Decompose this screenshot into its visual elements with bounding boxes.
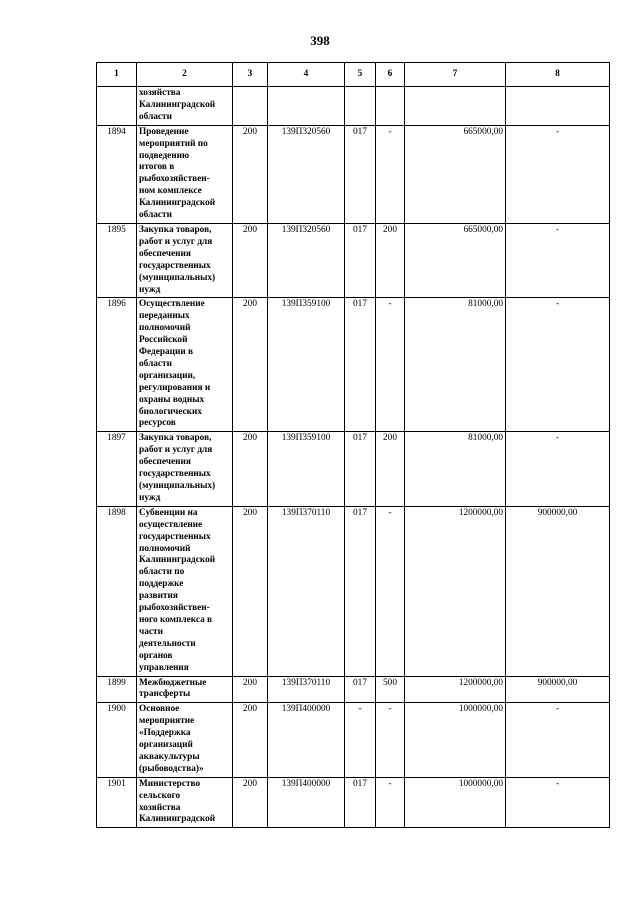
header-cell: 3 — [233, 63, 268, 87]
row-number-cell: 1900 — [97, 703, 137, 777]
row-number-cell: 1897 — [97, 432, 137, 506]
column-5-cell: - — [345, 703, 376, 777]
column-6-cell: 500 — [376, 676, 405, 703]
amount-2-cell: - — [506, 432, 610, 506]
amount-2-cell: - — [506, 223, 610, 297]
amount-cell — [405, 87, 506, 126]
column-3-cell: 200 — [233, 298, 268, 432]
table-row — [97, 676, 610, 703]
header-row — [97, 63, 610, 87]
column-5-cell: 017 — [345, 432, 376, 506]
column-5-cell — [345, 87, 376, 126]
column-3-cell: 200 — [233, 703, 268, 777]
column-6-cell: - — [376, 298, 405, 432]
page-number: 398 — [310, 33, 330, 48]
target-article-cell: 139П370110 — [268, 506, 345, 676]
table-row — [97, 506, 610, 676]
column-6-cell: 200 — [376, 432, 405, 506]
header-cell: 2 — [137, 63, 233, 87]
header-cell: 5 — [345, 63, 376, 87]
table-row — [97, 298, 610, 432]
table-row — [97, 223, 610, 297]
column-5-cell: 017 — [345, 223, 376, 297]
item-name-cell: Основное мероприятие «Поддержка организаций аквакультуры (рыбоводства)» — [137, 703, 233, 777]
column-6-cell: - — [376, 777, 405, 828]
row-number-cell: 1899 — [97, 676, 137, 703]
amount-cell: 1200000,00 — [405, 506, 506, 676]
header-cell: 7 — [405, 63, 506, 87]
column-5-cell: 017 — [345, 676, 376, 703]
column-5-cell: 017 — [345, 125, 376, 223]
row-number-cell: 1898 — [97, 506, 137, 676]
table-row — [97, 777, 610, 828]
column-5-cell: 017 — [345, 506, 376, 676]
amount-cell: 1000000,00 — [405, 777, 506, 828]
item-name-cell: Субвенции на осуществление государственных полномочий Калининградской области по поддержке развития рыбохозяйствен- ного комплекса в части деятельности органов управления — [137, 506, 233, 676]
item-name-cell: Закупка товаров, работ и услуг для обеспечения государственных (муниципальных) нужд — [137, 432, 233, 506]
target-article-cell: 139П320560 — [268, 125, 345, 223]
column-3-cell: 200 — [233, 777, 268, 828]
budget-table — [96, 62, 610, 828]
table-row — [97, 125, 610, 223]
target-article-cell: 139П359100 — [268, 432, 345, 506]
item-name-cell: Закупка товаров, работ и услуг для обеспечения государственных (муниципальных) нужд — [137, 223, 233, 297]
target-article-cell: 139П400000 — [268, 703, 345, 777]
amount-cell: 665000,00 — [405, 223, 506, 297]
column-3-cell: 200 — [233, 432, 268, 506]
row-number-cell: 1901 — [97, 777, 137, 828]
table-row — [97, 432, 610, 506]
amount-cell: 1200000,00 — [405, 676, 506, 703]
column-3-cell: 200 — [233, 223, 268, 297]
row-number-cell: 1896 — [97, 298, 137, 432]
amount-cell: 81000,00 — [405, 298, 506, 432]
amount-2-cell: 900000,00 — [506, 676, 610, 703]
item-name-cell: Межбюджетные трансферты — [137, 676, 233, 703]
column-3-cell — [233, 87, 268, 126]
header-cell: 6 — [376, 63, 405, 87]
row-number-cell — [97, 87, 137, 126]
column-6-cell: - — [376, 703, 405, 777]
table-row — [97, 703, 610, 777]
target-article-cell: 139П370110 — [268, 676, 345, 703]
amount-2-cell: 900000,00 — [506, 506, 610, 676]
column-6-cell: 200 — [376, 223, 405, 297]
column-5-cell: 017 — [345, 777, 376, 828]
row-number-cell: 1895 — [97, 223, 137, 297]
amount-2-cell — [506, 87, 610, 126]
column-6-cell — [376, 87, 405, 126]
amount-cell: 1000000,00 — [405, 703, 506, 777]
amount-2-cell: - — [506, 298, 610, 432]
amount-cell: 81000,00 — [405, 432, 506, 506]
amount-2-cell: - — [506, 125, 610, 223]
amount-2-cell: - — [506, 703, 610, 777]
table-row — [97, 87, 610, 126]
column-3-cell: 200 — [233, 506, 268, 676]
header-cell: 4 — [268, 63, 345, 87]
column-3-cell: 200 — [233, 676, 268, 703]
target-article-cell: 139П320560 — [268, 223, 345, 297]
target-article-cell: 139П400000 — [268, 777, 345, 828]
header-cell: 8 — [506, 63, 610, 87]
item-name-cell: хозяйства Калининградской области — [137, 87, 233, 126]
header-cell: 1 — [97, 63, 137, 87]
column-6-cell: - — [376, 506, 405, 676]
target-article-cell — [268, 87, 345, 126]
item-name-cell: Министерство сельского хозяйства Калининградской — [137, 777, 233, 828]
target-article-cell: 139П359100 — [268, 298, 345, 432]
item-name-cell: Проведение мероприятий по подведению итогов в рыбохозяйствен- ном комплексе Калининградской области — [137, 125, 233, 223]
column-6-cell: - — [376, 125, 405, 223]
column-5-cell: 017 — [345, 298, 376, 432]
amount-2-cell: - — [506, 777, 610, 828]
column-3-cell: 200 — [233, 125, 268, 223]
amount-cell: 665000,00 — [405, 125, 506, 223]
row-number-cell: 1894 — [97, 125, 137, 223]
item-name-cell: Осуществление переданных полномочий Российской Федерации в области организации, регулирования и охраны водных биологических ресурсов — [137, 298, 233, 432]
